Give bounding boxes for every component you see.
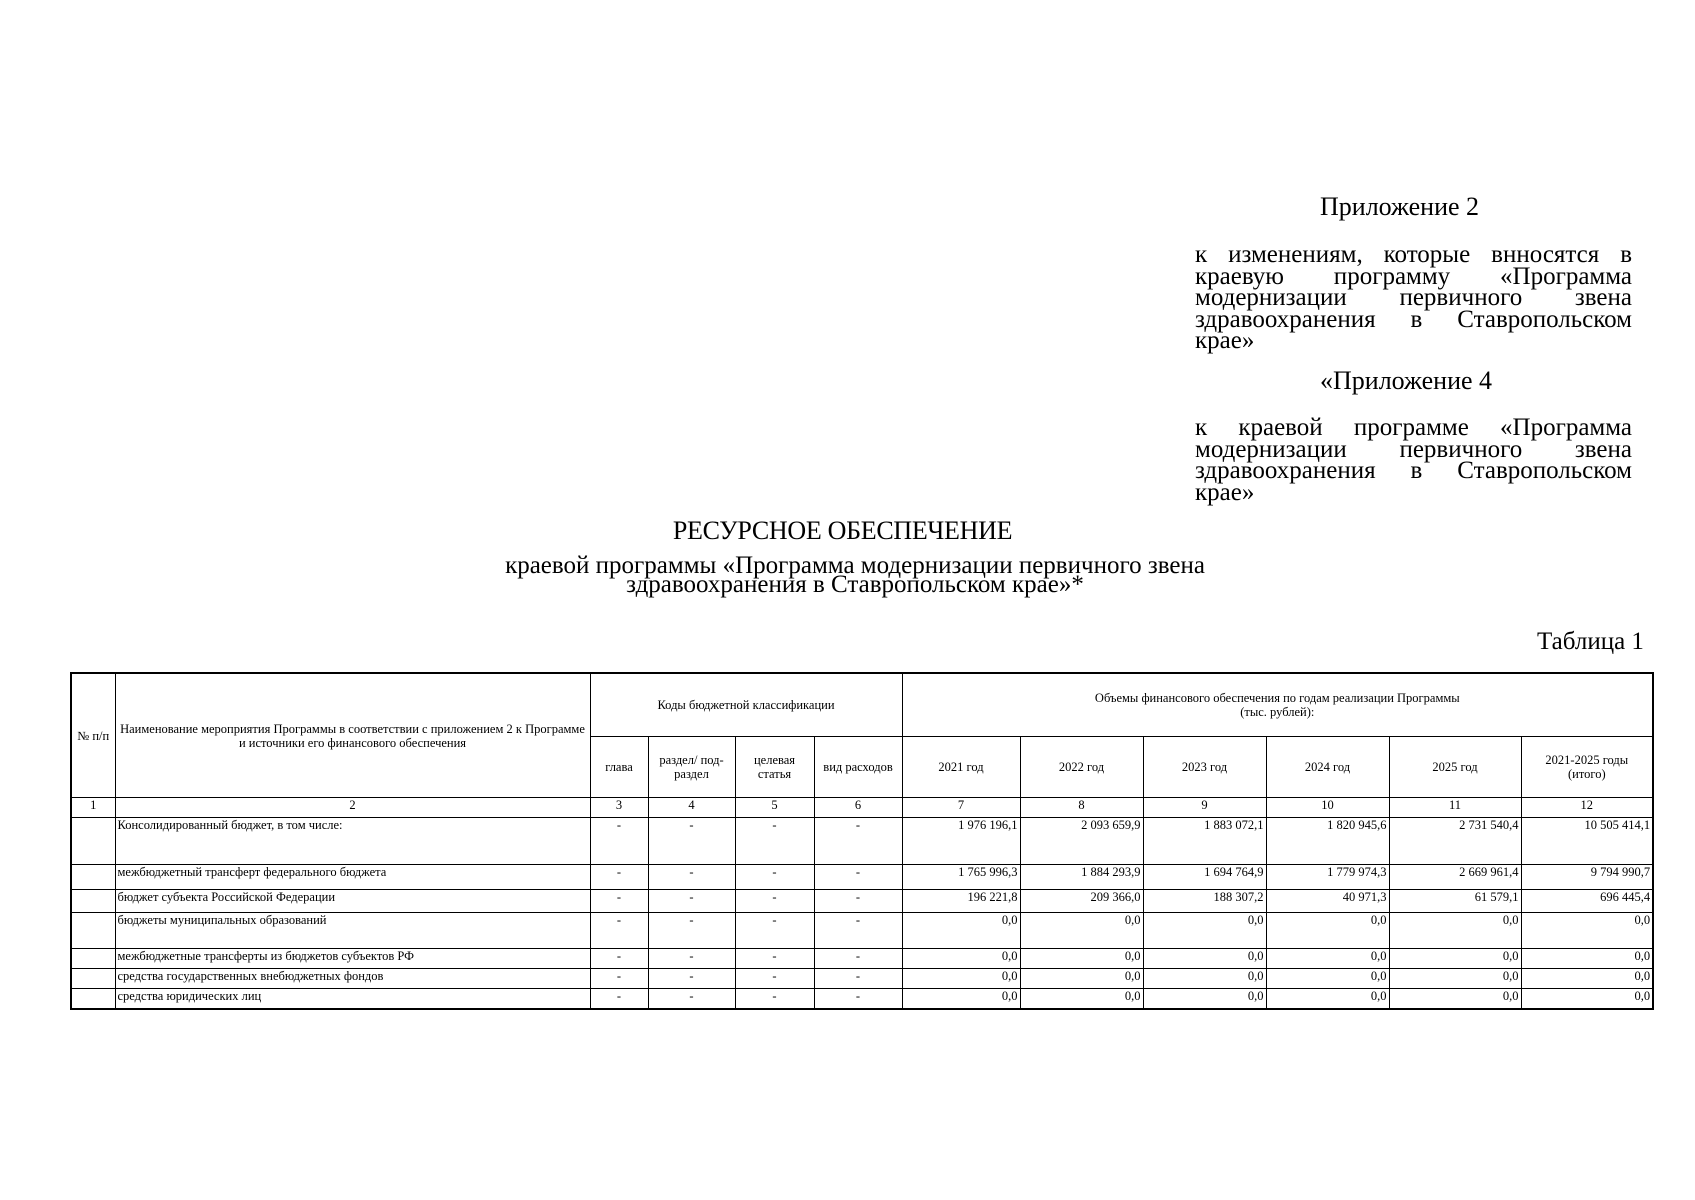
row-index-cell <box>71 969 115 989</box>
header-volumes-line1: Объемы финансового обеспечения по годам реализации Программы <box>1094 691 1460 705</box>
value-total: 0,0 <box>1521 989 1653 1010</box>
column-number: 1 <box>71 798 115 818</box>
code-glava: - <box>590 890 648 913</box>
value-2023: 1 883 072,1 <box>1143 818 1266 865</box>
row-index-cell <box>71 890 115 913</box>
header-codes-group: Коды бюджетной классификации <box>590 673 902 737</box>
code-vid: - <box>814 949 902 969</box>
row-index-cell <box>71 818 115 865</box>
header-2025: 2025 год <box>1389 737 1521 798</box>
document-subtitle-line2: здравоохранения в Ставропольском крае»* <box>626 571 1084 598</box>
column-number: 5 <box>735 798 814 818</box>
resource-table <box>70 672 1654 1010</box>
code-tselevaya: - <box>735 989 814 1010</box>
code-tselevaya: - <box>735 913 814 949</box>
header-num: № п/п <box>71 673 115 798</box>
column-number: 4 <box>648 798 735 818</box>
value-2024: 0,0 <box>1266 969 1389 989</box>
value-2021: 196 221,8 <box>902 890 1020 913</box>
table-row <box>71 913 1653 949</box>
code-razdel: - <box>648 949 735 969</box>
header-2022: 2022 год <box>1020 737 1143 798</box>
row-index-cell <box>71 949 115 969</box>
code-razdel: - <box>648 865 735 890</box>
document-subtitle-line1: краевой программы «Программа модернизации первичного звена <box>505 552 1205 579</box>
row-name: Консолидированный бюджет, в том числе: <box>115 818 590 865</box>
value-total: 0,0 <box>1521 949 1653 969</box>
column-number: 10 <box>1266 798 1389 818</box>
sub-appendix-title: «Приложение 4 <box>1320 366 1493 395</box>
sub-appendix-text: к краевой программе «Программа модернизации первичного звена здравоохранения в Ставропольском крае» <box>1195 414 1632 506</box>
value-total: 9 794 990,7 <box>1521 865 1653 890</box>
column-number: 8 <box>1020 798 1143 818</box>
header-volumes-line2: (тыс. рублей): <box>1240 705 1315 719</box>
appendix-text: к изменениям, которые внносятся в краевую программу «Программа модернизации первичного звена здравоохранения в Ставропольском крае» <box>1195 241 1632 354</box>
value-2025: 0,0 <box>1389 913 1521 949</box>
value-total: 696 445,4 <box>1521 890 1653 913</box>
row-index-cell <box>71 865 115 890</box>
value-total: 10 505 414,1 <box>1521 818 1653 865</box>
value-2021: 0,0 <box>902 989 1020 1010</box>
row-name: средства юридических лиц <box>115 989 590 1010</box>
column-number: 12 <box>1521 798 1653 818</box>
value-total: 0,0 <box>1521 913 1653 949</box>
header-glava: глава <box>590 737 648 798</box>
header-2021: 2021 год <box>902 737 1020 798</box>
code-tselevaya: - <box>735 890 814 913</box>
table-label: Таблица 1 <box>1537 628 1644 655</box>
code-tselevaya: - <box>735 969 814 989</box>
code-tselevaya: - <box>735 818 814 865</box>
code-glava: - <box>590 818 648 865</box>
value-2021: 0,0 <box>902 913 1020 949</box>
table-row <box>71 865 1653 890</box>
column-number: 11 <box>1389 798 1521 818</box>
column-number: 2 <box>115 798 590 818</box>
value-2021: 0,0 <box>902 949 1020 969</box>
table-row <box>71 818 1653 865</box>
table-row <box>71 989 1653 1010</box>
value-2023: 0,0 <box>1143 949 1266 969</box>
column-number: 7 <box>902 798 1020 818</box>
value-2023: 188 307,2 <box>1143 890 1266 913</box>
code-glava: - <box>590 969 648 989</box>
code-vid: - <box>814 913 902 949</box>
code-vid: - <box>814 989 902 1010</box>
value-2024: 1 820 945,6 <box>1266 818 1389 865</box>
value-2024: 0,0 <box>1266 913 1389 949</box>
row-index-cell <box>71 989 115 1010</box>
row-name: бюджеты муниципальных образований <box>115 913 590 949</box>
row-index-cell <box>71 913 115 949</box>
column-number: 3 <box>590 798 648 818</box>
value-2024: 40 971,3 <box>1266 890 1389 913</box>
code-tselevaya: - <box>735 865 814 890</box>
table-row <box>71 949 1653 969</box>
code-glava: - <box>590 949 648 969</box>
code-tselevaya: - <box>735 949 814 969</box>
code-razdel: - <box>648 989 735 1010</box>
table-row <box>71 890 1653 913</box>
value-2023: 0,0 <box>1143 969 1266 989</box>
value-2024: 1 779 974,3 <box>1266 865 1389 890</box>
value-2022: 0,0 <box>1020 913 1143 949</box>
header-total <box>1521 737 1653 798</box>
value-2022: 0,0 <box>1020 989 1143 1010</box>
appendix-title: Приложение 2 <box>1320 192 1480 221</box>
value-2022: 2 093 659,9 <box>1020 818 1143 865</box>
value-2022: 0,0 <box>1020 969 1143 989</box>
code-razdel: - <box>648 913 735 949</box>
header-name: Наименование мероприятия Программы в соответствии с приложением 2 к Программе и источники его финансового обеспечения <box>115 673 590 798</box>
code-glava: - <box>590 865 648 890</box>
value-2023: 1 694 764,9 <box>1143 865 1266 890</box>
header-2023: 2023 год <box>1143 737 1266 798</box>
code-razdel: - <box>648 890 735 913</box>
value-2021: 1 765 996,3 <box>902 865 1020 890</box>
header-total-line1: 2021-2025 годы <box>1545 753 1629 767</box>
row-name: межбюджетные трансферты из бюджетов субъектов РФ <box>115 949 590 969</box>
value-2025: 0,0 <box>1389 949 1521 969</box>
value-2025: 2 731 540,4 <box>1389 818 1521 865</box>
row-name: средства государственных внебюджетных фондов <box>115 969 590 989</box>
header-total-line2: (итого) <box>1567 767 1606 781</box>
code-vid: - <box>814 890 902 913</box>
document-title <box>0 516 1695 546</box>
value-2024: 0,0 <box>1266 989 1389 1010</box>
value-2022: 1 884 293,9 <box>1020 865 1143 890</box>
value-2025: 61 579,1 <box>1389 890 1521 913</box>
table-row <box>71 969 1653 989</box>
code-razdel: - <box>648 818 735 865</box>
row-name: межбюджетный трансферт федерального бюджета <box>115 865 590 890</box>
value-2022: 209 366,0 <box>1020 890 1143 913</box>
code-vid: - <box>814 865 902 890</box>
value-2024: 0,0 <box>1266 949 1389 969</box>
value-2025: 0,0 <box>1389 969 1521 989</box>
value-2021: 1 976 196,1 <box>902 818 1020 865</box>
row-name: бюджет субъекта Российской Федерации <box>115 890 590 913</box>
value-2023: 0,0 <box>1143 989 1266 1010</box>
code-glava: - <box>590 913 648 949</box>
document-title-text: РЕСУРСНОЕ ОБЕСПЕЧЕНИЕ <box>672 516 1013 545</box>
header-2024: 2024 год <box>1266 737 1389 798</box>
header-vid: вид расходов <box>814 737 902 798</box>
value-2023: 0,0 <box>1143 913 1266 949</box>
document-subtitle <box>420 552 1290 598</box>
header-razdel: раздел/ под- раздел <box>648 737 735 798</box>
column-number-row <box>71 798 1653 818</box>
code-vid: - <box>814 818 902 865</box>
value-2025: 2 669 961,4 <box>1389 865 1521 890</box>
code-vid: - <box>814 969 902 989</box>
value-2021: 0,0 <box>902 969 1020 989</box>
table-header-row <box>71 673 1653 737</box>
header-volumes-group <box>902 673 1653 737</box>
column-number: 6 <box>814 798 902 818</box>
code-razdel: - <box>648 969 735 989</box>
header-tselevaya: целевая статья <box>735 737 814 798</box>
code-glava: - <box>590 989 648 1010</box>
value-2022: 0,0 <box>1020 949 1143 969</box>
value-2025: 0,0 <box>1389 989 1521 1010</box>
value-total: 0,0 <box>1521 969 1653 989</box>
column-number: 9 <box>1143 798 1266 818</box>
